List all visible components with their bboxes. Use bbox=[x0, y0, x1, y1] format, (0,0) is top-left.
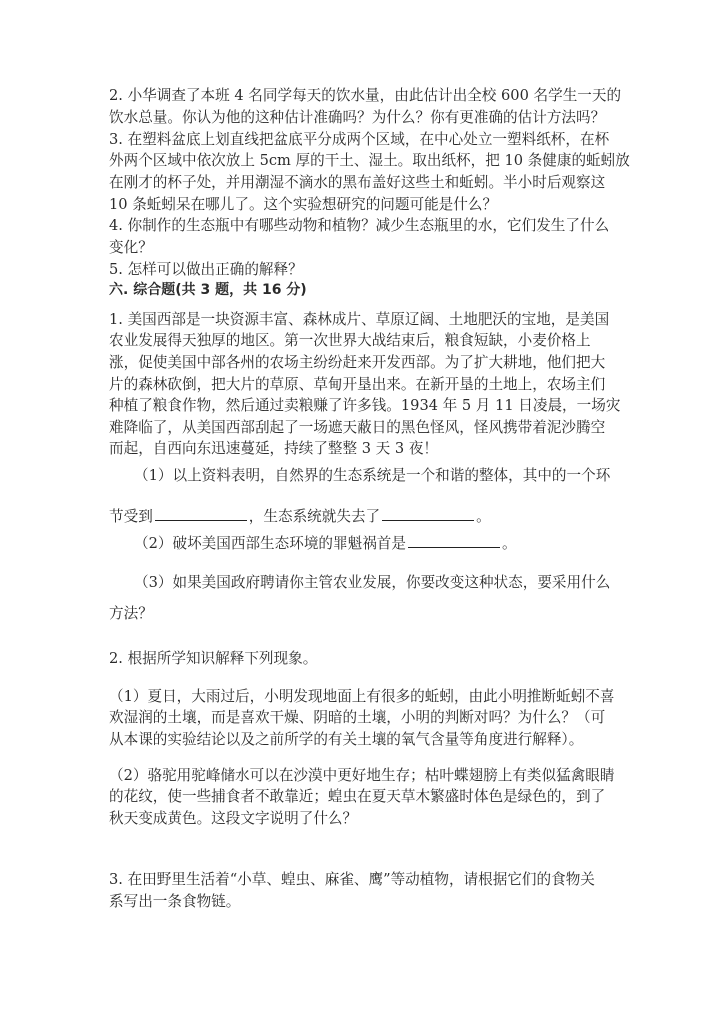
text-line: 种植了粮食作物，然后通过卖粮赚了许多钱。1934 年 5 月 11 日凌晨，一场灾 bbox=[109, 397, 621, 414]
text-line: 10 条蚯蚓呆在哪儿了。这个实验想研究的问题可能是什么？ bbox=[109, 196, 498, 213]
text-line: 欢湿润的土壤，而是喜欢干燥、阴暗的土壤，小明的判断对吗？为什么？（可 bbox=[109, 709, 606, 726]
section-heading: 六. 综合题(共 3 题，共 16 分) bbox=[109, 282, 307, 298]
text-line: 秋天变成黄色。这段文字说明了什么？ bbox=[109, 810, 358, 827]
text-line: 4. 你制作的生态瓶中有哪些动物和植物？减少生态瓶里的水，它们发生了什么 bbox=[109, 217, 610, 234]
text: （2）破坏美国西部生态环境的罪魁祸首是 bbox=[134, 535, 406, 552]
text-line: 饮水总量。你认为他的这种估计准确吗？为什么？你有更准确的估计方法吗？ bbox=[109, 109, 606, 126]
sub-question-3: （3）如果美国政府聘请你主管农业发展，你要改变这种状态，要采用什么 bbox=[134, 574, 611, 591]
text: 节受到 bbox=[109, 508, 153, 525]
text-line: 系写出一条食物链。 bbox=[109, 893, 241, 910]
text-line: 片的森林砍倒，把大片的草原、草甸开垦出来。在新开垦的土地上，农场主们 bbox=[109, 376, 606, 393]
text-line: 在刚才的杯子处，并用潮湿不滴水的黑布盖好这些土和蚯蚓。半小时后观察这 bbox=[109, 174, 606, 191]
answer-blank[interactable] bbox=[155, 506, 247, 521]
text-line: 的花纹，使一些捕食者不敢靠近；蝗虫在夏天草木繁盛时体色是绿色的，到了 bbox=[109, 788, 606, 805]
text-line: 1. 美国西部是一块资源丰富、森林成片、草原辽阔、土地肥沃的宝地，是美国 bbox=[109, 311, 610, 328]
s6-question-2-title: 2. 根据所学知识解释下列现象。 bbox=[109, 650, 318, 667]
text-line: （1）夏日，大雨过后，小明发现地面上有很多的蚯蚓，由此小明推断蚯蚓不喜 bbox=[109, 688, 615, 705]
text: 。 bbox=[501, 535, 517, 552]
answer-blank[interactable] bbox=[408, 533, 500, 548]
text-line: 变化？ bbox=[109, 239, 153, 256]
text-line: 从本课的实验结论以及之前所学的有关土壤的氧气含量等角度进行解释）。 bbox=[109, 731, 584, 748]
text-line: 3. 在塑料盆底上划直线把盆底平分成两个区域，在中心处立一塑料纸杯，在杯 bbox=[109, 131, 610, 148]
sub-question-2 bbox=[134, 533, 517, 554]
text-line: 2. 小华调查了本班 4 名同学每天的饮水量，由此估计出全校 600 名学生一天的 bbox=[109, 87, 622, 104]
sub-question-1: （1）以上资料表明，自然界的生态系统是一个和谐的整体，其中的一个环 bbox=[134, 467, 611, 484]
answer-blank[interactable] bbox=[382, 506, 474, 521]
text-line: 难降临了，从美国西部刮起了一场遮天蔽日的黑色怪风，怪风携带着泥沙腾空 bbox=[109, 419, 606, 436]
question-5: 5. 怎样可以做出正确的解释？ bbox=[109, 261, 303, 278]
text: 。 bbox=[476, 508, 491, 525]
text-line: 而起，自西向东迅速蔓延，持续了整整 3 天 3 夜！ bbox=[109, 440, 439, 457]
text-line: 涨，促使美国中部各州的农场主纷纷赶来开发西部。为了扩大耕地，他们把大 bbox=[109, 354, 606, 371]
text: ，生态系统就失去了 bbox=[248, 508, 381, 525]
sub-question-1-blanks bbox=[109, 506, 491, 527]
text-line: 农业发展得天独厚的地区。第一次世界大战结束后，粮食短缺，小麦价格上 bbox=[109, 332, 591, 349]
text-line: 3. 在田野里生活着“小草、蝗虫、麻雀、鹰”等动植物，请根据它们的食物关 bbox=[109, 871, 595, 888]
text-line: （2）骆驼用驼峰储水可以在沙漠中更好地生存；枯叶蝶翅膀上有类似猛禽眼睛 bbox=[109, 767, 615, 784]
text-line: 外两个区域中依次放上 5cm 厚的干土、湿土。取出纸杯，把 10 条健康的蚯蚓放 bbox=[109, 152, 630, 169]
text-line: 方法？ bbox=[109, 605, 153, 622]
